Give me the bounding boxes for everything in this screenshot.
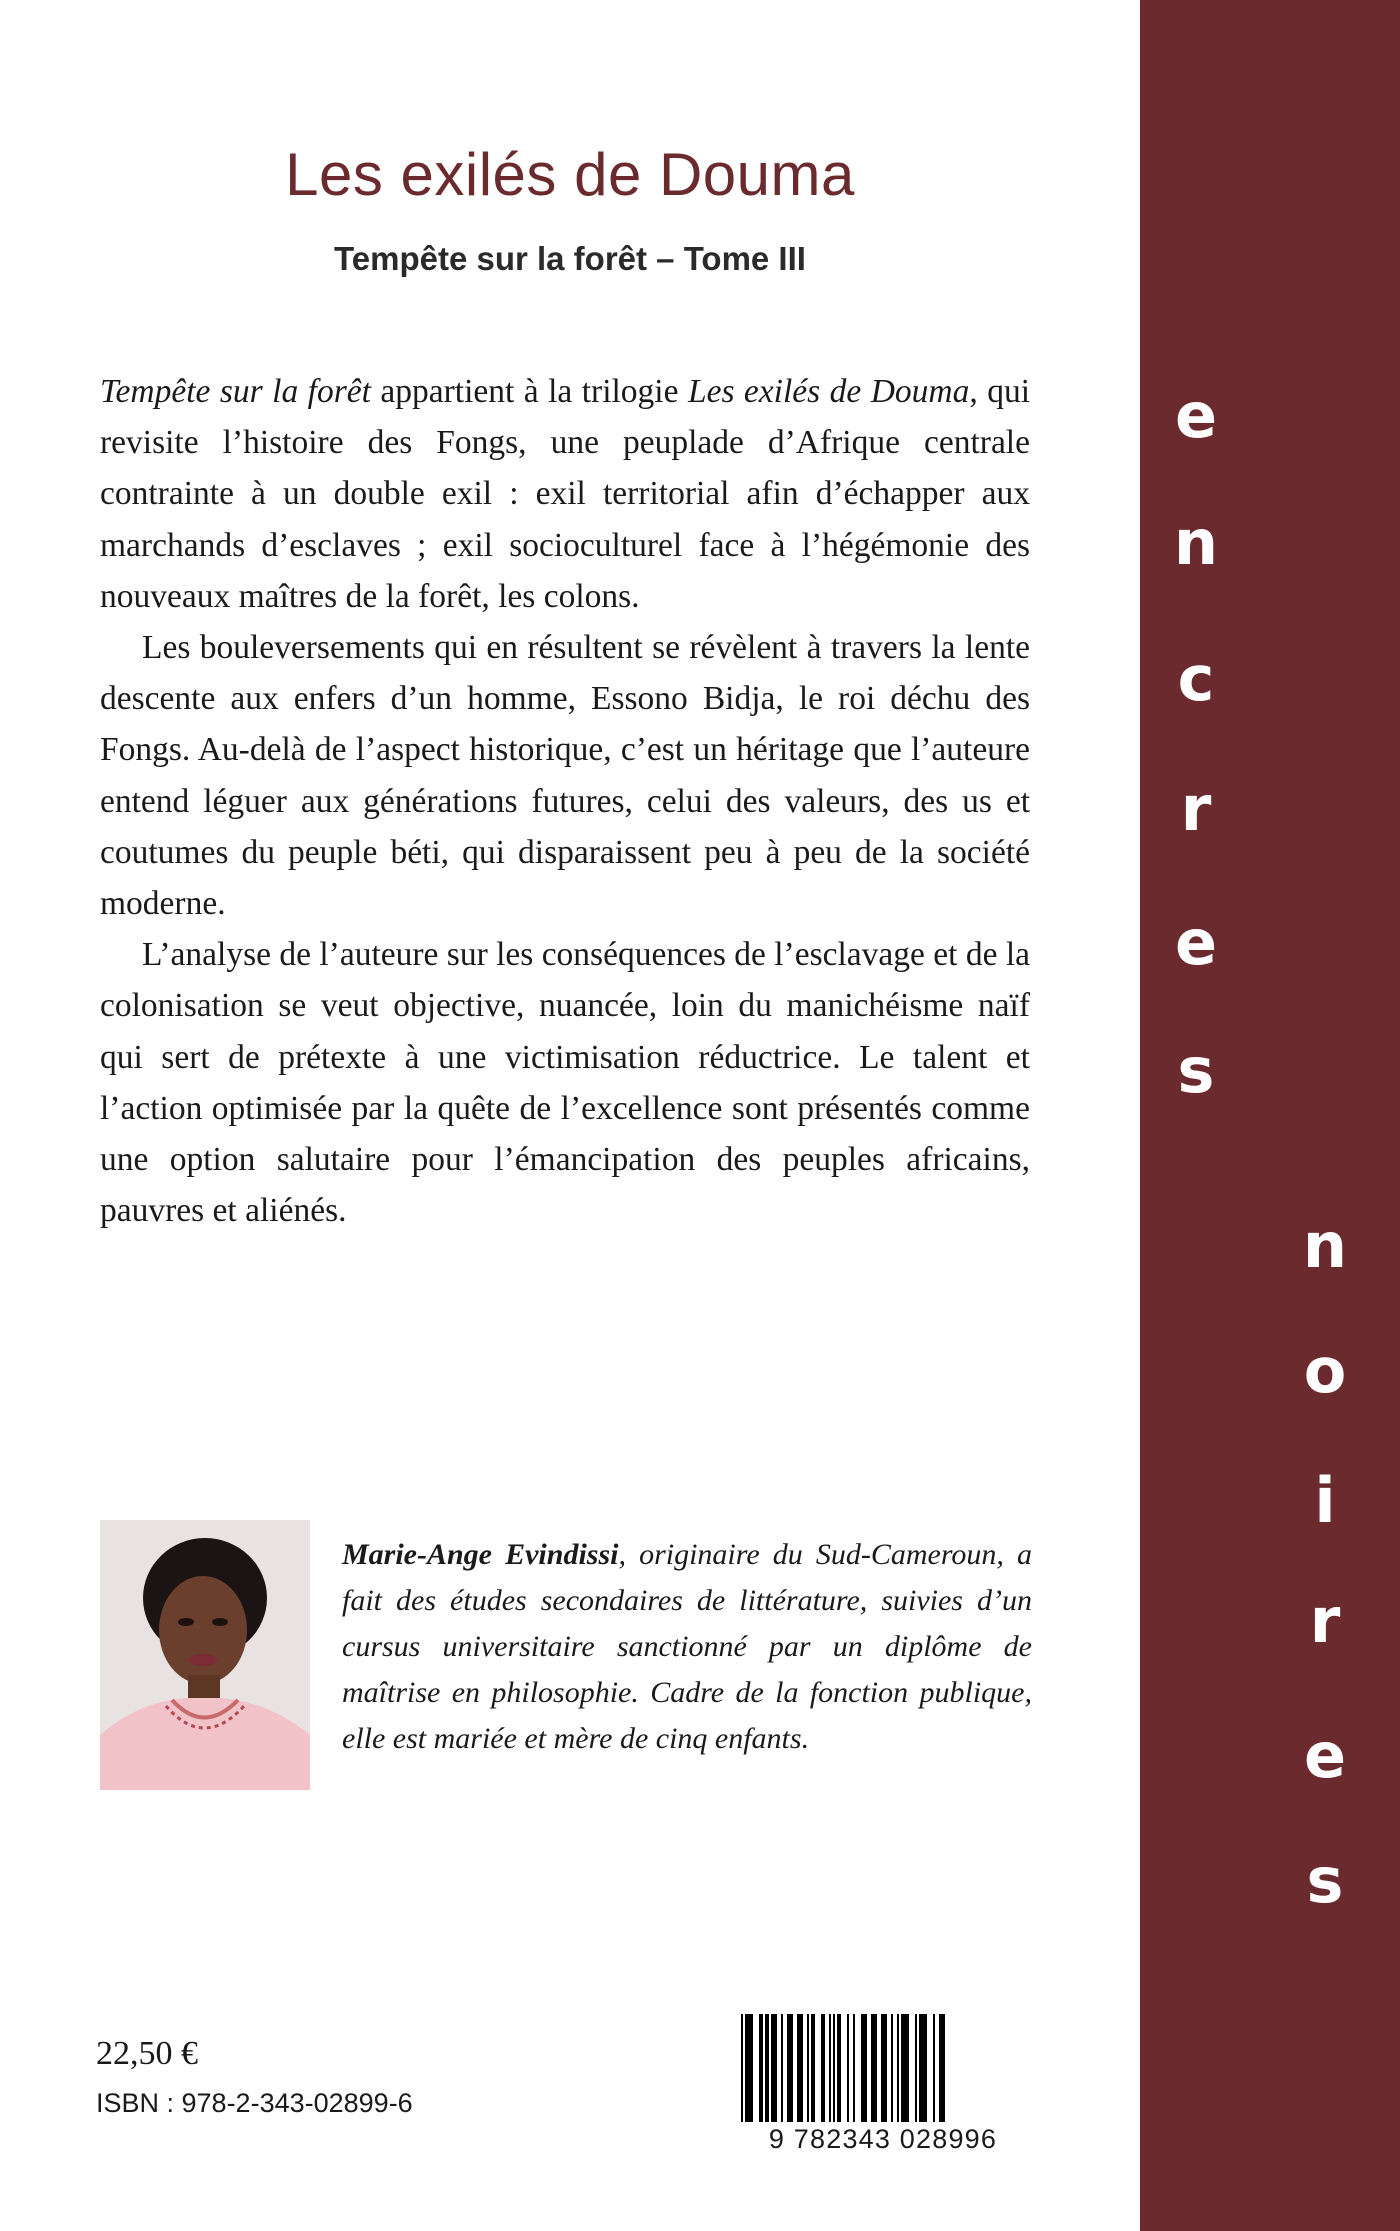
book-title: Les exilés de Douma	[285, 141, 855, 208]
barcode-bar	[897, 2014, 899, 2122]
barcode-bar	[807, 2014, 809, 2122]
barcode-bar	[759, 2014, 763, 2122]
summary-paragraph-3: L’analyse de l’auteure sur les conséquences de l’esclavage et de la colonisation se veut objective, nuancée, loin du manichéisme naïf qui sert de prétexte à une victimisation réductrice. Le talent et l’action optimisée par la quête de l’excellence sont présentés comme une option salutaire pour l’émancipation des peuples africains, pauvres et aliénés.	[100, 936, 1030, 1230]
barcode-digits: 9 782343 028996	[768, 2124, 998, 2154]
barcode-bar	[829, 2014, 831, 2122]
collection-letter: i	[1314, 1464, 1336, 1537]
collection-letter: e	[1303, 1719, 1347, 1792]
barcode-bar	[797, 2014, 803, 2122]
summary-italic-title: Tempête sur la forêt	[100, 373, 371, 410]
isbn: ISBN : 978-2-343-02899-6	[96, 2088, 413, 2118]
barcode	[735, 2008, 1031, 2198]
summary-paragraph-2: Les bouleversements qui en résultent se révèlent à travers la lente descente aux enfers d’un homme, Essono Bidja, le roi déchu des Fongs. Au-delà de l’aspect historique, c’est un héritage que l’auteure entend léguer aux générations futures, celui des valeurs, des us et coutumes du peuple béti, qui disparaissent peu à peu de la société moderne.	[100, 629, 1030, 923]
collection-letter: n	[1302, 1209, 1348, 1282]
collection-letter: e	[1174, 379, 1218, 452]
barcode-bar	[833, 2014, 835, 2122]
book-subtitle: Tempête sur la forêt – Tome III	[334, 240, 806, 277]
summary	[100, 366, 1030, 1236]
collection-band	[1140, 0, 1400, 2231]
author-bio-text: , originaire du Sud-Cameroun, a fait des études secondaires de littérature, suivies d’un cursus universitaire sanctionné par un diplôme de maîtrise en philosophie. Cadre de la fonction publique, elle est mariée et mère de cinq enfants.	[342, 1538, 1032, 1755]
collection-letter: s	[1306, 1844, 1344, 1917]
collection-letter: r	[1309, 1584, 1341, 1657]
collection-letter: s	[1177, 1034, 1215, 1107]
barcode-bar	[933, 2014, 935, 2122]
summary-paragraph-1	[100, 366, 1030, 622]
barcode-bar	[861, 2014, 867, 2122]
barcode-bar	[919, 2014, 927, 2122]
barcode-bar	[765, 2014, 769, 2122]
barcode-bar	[871, 2014, 877, 2122]
barcode-bar	[915, 2014, 917, 2122]
collection-letter: n	[1173, 506, 1219, 579]
summary-text: appartient à la trilogie	[370, 373, 688, 410]
author-name: Marie-Ange Evindissi	[342, 1538, 619, 1571]
barcode-bar	[811, 2014, 815, 2122]
summary-italic-trilogy: Les exilés de Douma	[687, 373, 970, 410]
barcode-bar	[881, 2014, 887, 2122]
collection-letter: c	[1177, 642, 1215, 715]
collection-letter: r	[1180, 772, 1212, 845]
collection-letter: o	[1303, 1334, 1347, 1407]
barcode-bar	[847, 2014, 849, 2122]
barcode-bar	[787, 2014, 793, 2122]
author-bio	[342, 1532, 1032, 1762]
barcode-bar	[821, 2014, 825, 2122]
barcode-bar	[901, 2014, 909, 2122]
barcode-bar	[837, 2014, 841, 2122]
barcode-bar	[853, 2014, 855, 2122]
author-portrait-icon	[100, 1520, 310, 1790]
author-photo	[100, 1520, 310, 1790]
barcode-bar	[745, 2014, 753, 2122]
summary-text: , qui revisite l’histoire des Fongs, une peuplade d’Afrique centrale contrainte à un double exil : exil territorial afin d’échapper aux marchands d’esclaves ; exil socioculturel face à l’hégémonie des nouveaux maîtres de la forêt, les colons.	[100, 373, 1030, 615]
barcode-bar	[781, 2014, 783, 2122]
barcode-bar	[891, 2014, 893, 2122]
barcode-bar	[741, 2014, 743, 2122]
barcode-bar	[771, 2014, 777, 2122]
collection-letter: e	[1174, 906, 1218, 979]
price: 22,50 €	[96, 2035, 198, 2072]
barcode-bar	[939, 2014, 945, 2122]
